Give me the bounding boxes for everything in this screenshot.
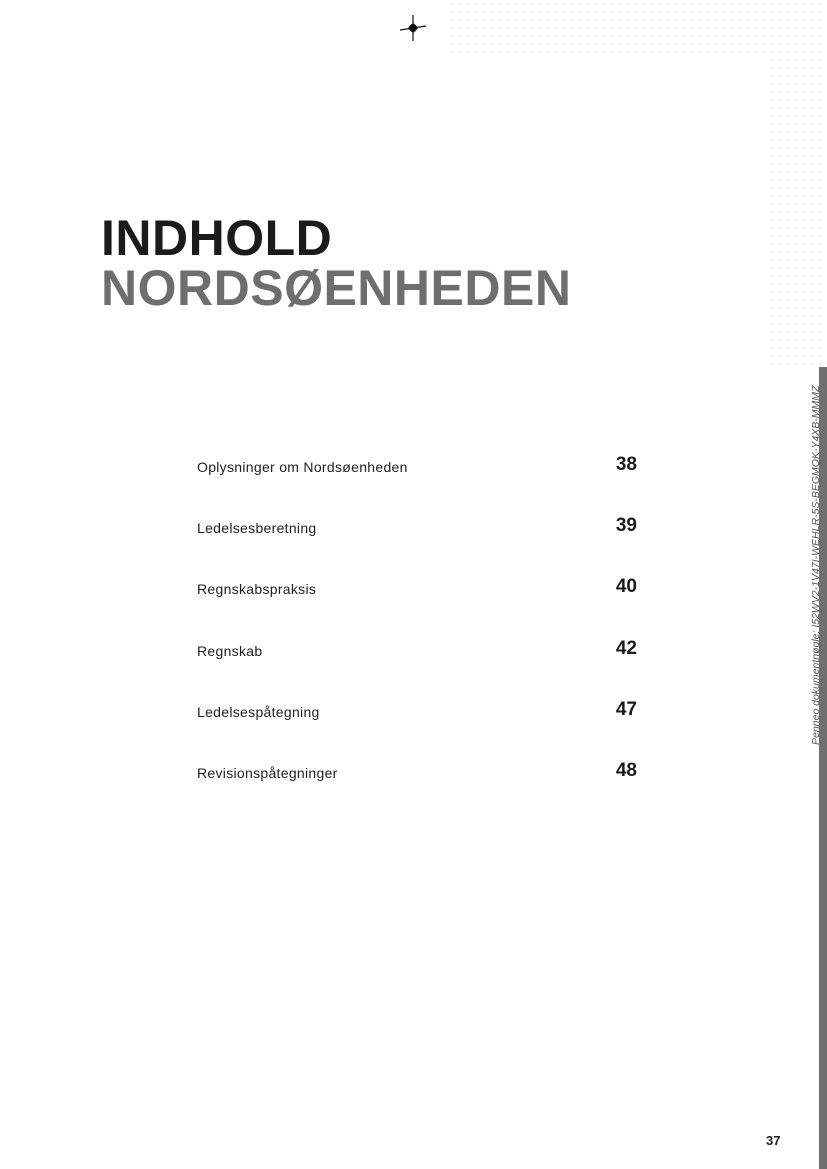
toc-item-page: 40 bbox=[615, 576, 637, 598]
toc-item[interactable] bbox=[197, 501, 639, 562]
toc-item-label: Ledelsespåtegning bbox=[197, 703, 320, 720]
toc-item-label: Ledelsesberetning bbox=[197, 520, 317, 537]
toc-item-page: 47 bbox=[615, 698, 637, 720]
penneo-document-key: Penneo dokumentnøgle: I52WV2-1V47I-WEHLR-5S-BEGMQK-Y4XB-MMMZ bbox=[810, 385, 822, 745]
toc-item[interactable] bbox=[197, 624, 639, 685]
page-title bbox=[101, 210, 572, 316]
toc-item[interactable] bbox=[197, 746, 639, 807]
compass-star-icon bbox=[399, 14, 427, 42]
decorative-dot-pattern-top bbox=[448, 0, 827, 56]
toc-item-label: Regnskabspraksis bbox=[197, 581, 317, 598]
page-number: 37 bbox=[766, 1133, 781, 1148]
toc-item-label: Oplysninger om Nordsøenheden bbox=[197, 459, 408, 475]
toc-item-label: Revisionspåtegninger bbox=[197, 764, 338, 781]
title-line-1: INDHOLD bbox=[101, 210, 333, 266]
toc-item[interactable] bbox=[197, 562, 639, 623]
toc-item[interactable] bbox=[197, 440, 639, 501]
toc-item-page: 39 bbox=[615, 515, 637, 537]
decorative-dot-pattern-side bbox=[768, 56, 827, 366]
table-of-contents bbox=[197, 440, 639, 807]
toc-item-page: 42 bbox=[615, 637, 637, 659]
toc-item-label: Regnskab bbox=[197, 642, 263, 659]
toc-item-page: 38 bbox=[615, 454, 637, 475]
toc-item-page: 48 bbox=[615, 759, 637, 781]
toc-item[interactable] bbox=[197, 685, 639, 746]
title-line-2: NORDSØENHEDEN bbox=[101, 260, 572, 316]
